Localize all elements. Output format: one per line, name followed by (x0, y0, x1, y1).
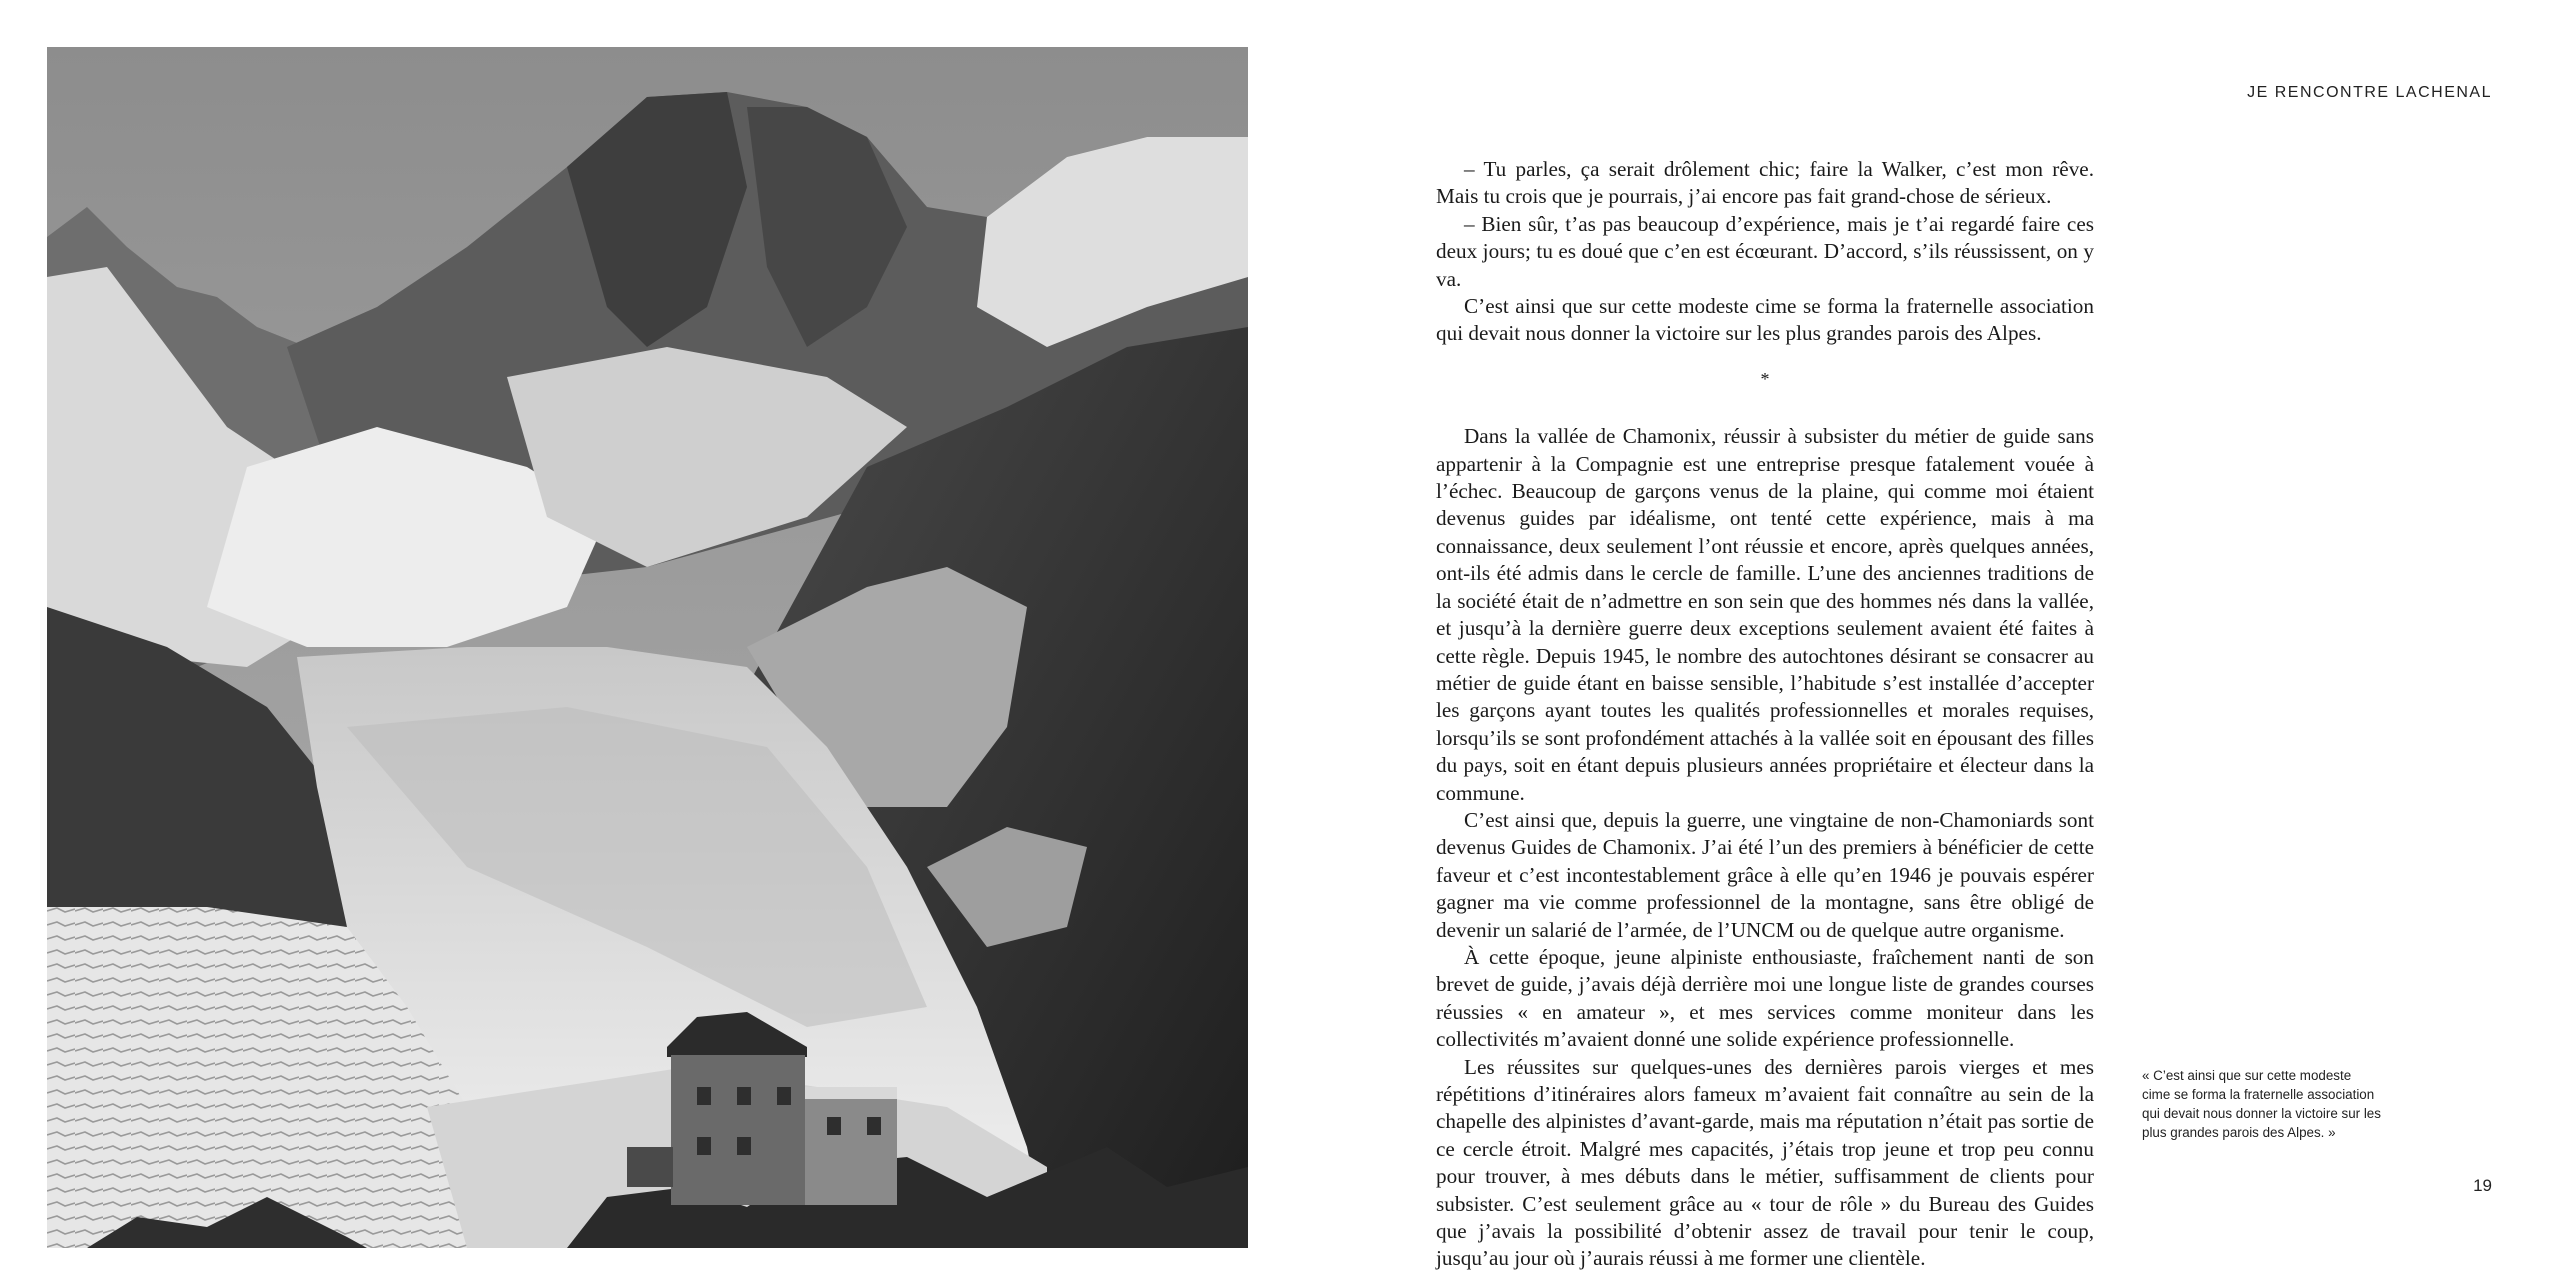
pull-quote-sidenote: « C’est ainsi que sur cette modeste cime se forma la fraternelle association qui devait nous donner la victoire sur les plus grandes parois des Alpes. » (2142, 1068, 2381, 1140)
body-paragraph: C’est ainsi que, depuis la guerre, une vingtaine de non-Chamoniards sont devenus Guides de Chamonix. J’ai été l’un des premiers à bénéficier de cette faveur et c’est incontestablement grâce à elle qu’en 1946 je pouvais espérer gagner ma vie comme professionnel de la montagne, sans être obligé de devenir un salarié de l’armée, de l’UNCM ou de quelque autre organisme. (1436, 807, 2094, 942)
running-head: JE RENCONTRE LACHENAL (2247, 84, 2492, 101)
body-paragraph: À cette époque, jeune alpiniste enthousiaste, fraîchement nanti de son brevet de guide, j’avais déjà derrière moi une longue liste de grandes courses réussies « en amateur », et mes services comme moniteur dans les collectivités m’avaient donné une solide expérience professionnelle. (1436, 944, 2094, 1052)
body-paragraph: – Tu parles, ça serait drôlement chic; faire la Walker, c’est mon rêve. Mais tu crois que je pourrais, j’ai encore pas fait grand-chose de sérieux. (1436, 157, 2094, 209)
body-paragraph: – Bien sûr, t’as pas beaucoup d’expérience, mais je t’ai regardé faire ces deux jours; tu es doué que c’en est écœurant. D’accord, s’ils réussissent, on y va. (1436, 211, 2094, 291)
page-number: 19 (2473, 1176, 2492, 1195)
body-paragraph: Dans la vallée de Chamonix, réussir à subsister du métier de guide sans appartenir à la Compagnie est une entreprise presque fatalement vouée à l’échec. Beaucoup de garçons venus de la plaine, qui comme moi étaient devenus guides par idéalisme, ont tenté cette expérience, mais à ma connaissance, deux seulement l’ont réussie et encore, après quelques années, ont-ils été admis dans le cercle de famille. L’une des anciennes traditions de la société était de n’admettre en son sein que des hommes nés dans la vallée, et jusqu’à la dernière guerre deux exceptions seulement avaient été faites à cette règle. Depuis 1945, le nombre des autochtones désirant se consacrer au métier de guide étant en baisse sensible, l’habitude s’est installée d’accepter les garçons ayant toutes les qualités professionnelles et morales requises, lorsqu’ils se sont profondément attachés à la vallée soit en épousant des filles du pays, soit en étant depuis plusieurs années propriétaire et électeur dans la commune. (1436, 424, 2094, 805)
body-paragraph: Les réussites sur quelques-unes des dernières parois vierges et mes répétitions d’itinéraires alors fameux m’avaient fait connaître au sein de la chapelle des alpinistes d’avant-garde, mais ma réputation n’était pas sortie de ce cercle étroit. Malgré mes capacités, j’étais trop jeune et trop peu connu pour trouver, à mes débuts dans le métier, suffisamment de clients pour subsister. C’est seulement grâce au « tour de rôle » du Bureau des Guides que j’avais la possibilité d’obtenir assez de travail pour tenir le coup, jusqu’au jour où j’aurais réussi à me former une clientèle. (1436, 1054, 2094, 1271)
section-break-asterisk: * (1760, 368, 1770, 389)
body-text-column (1436, 156, 2094, 1273)
body-paragraph: C’est ainsi que sur cette modeste cime se forma la fraternelle association qui devait nous donner la victoire sur les plus grandes parois des Alpes. (1436, 294, 2094, 346)
glacier-landscape-image (47, 47, 1248, 1248)
mountain-glacier-photo (47, 47, 1248, 1248)
